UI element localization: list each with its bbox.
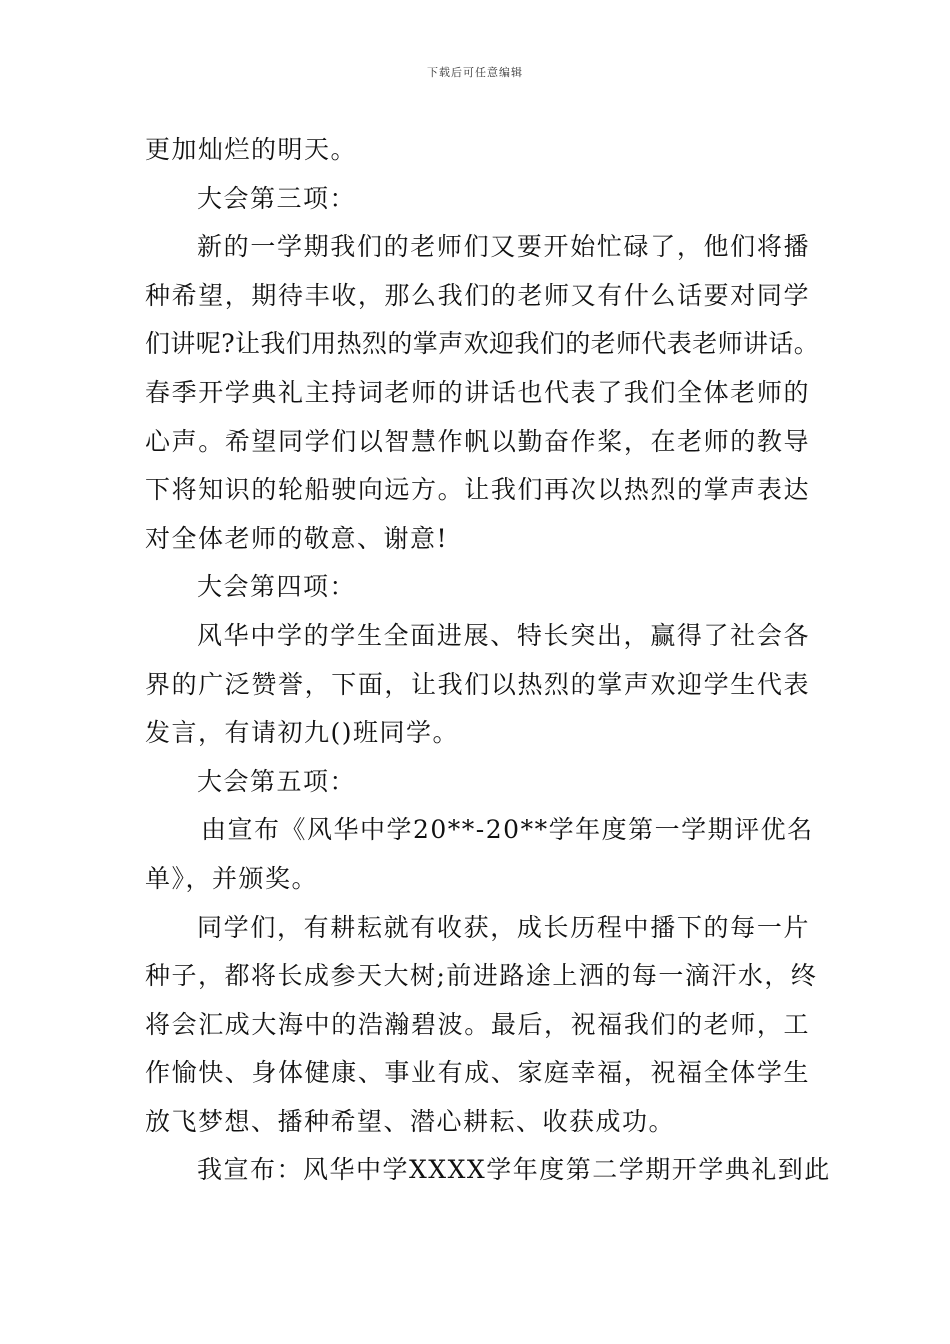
section-heading-4: 大会第四项： — [197, 572, 357, 602]
page-header-note: 下载后可任意编辑 — [427, 66, 523, 79]
document-body — [145, 126, 831, 1195]
body-line: 们讲呢?让我们用热烈的掌声欢迎我们的老师代表老师讲话。 — [145, 329, 820, 359]
body-line: 风华中学的学生全面进展、特长突出，赢得了社会各 — [197, 620, 810, 650]
body-line: 将会汇成大海中的浩瀚碧波。最后，祝福我们的老师，工 — [145, 1009, 810, 1039]
body-line: 对全体老师的敬意、谢意! — [145, 523, 449, 553]
body-line: 我宣布：风华中学XXXX学年度第二学期开学典礼到此 — [197, 1155, 831, 1185]
body-line: 同学们，有耕耘就有收获，成长历程中播下的每一片 — [197, 912, 810, 942]
section-heading-5: 大会第五项： — [197, 766, 357, 796]
body-line: 下将知识的轮船驶向远方。让我们再次以热烈的掌声表达 — [145, 475, 810, 505]
body-line: 放飞梦想、播种希望、潜心耕耘、收获成功。 — [145, 1106, 676, 1136]
body-line: 由宣布《风华中学20**-20**学年度第一学期评优名 — [201, 815, 814, 845]
body-line: 新的一学期我们的老师们又要开始忙碌了，他们将播 — [197, 232, 810, 262]
body-line: 单》，并颁奖。 — [145, 863, 319, 893]
section-heading-3: 大会第三项： — [197, 183, 357, 213]
body-line: 种希望，期待丰收，那么我们的老师又有什么话要对同学 — [145, 280, 810, 310]
body-line: 种子，都将长成参天大树;前进路途上洒的每一滴汗水，终 — [145, 961, 818, 991]
body-line: 发言，有请初九()班同学。 — [145, 718, 460, 748]
body-line: 作愉快、身体健康、事业有成、家庭幸福，祝福全体学生 — [145, 1058, 810, 1088]
body-line: 更加灿烂的明天。 — [145, 135, 358, 164]
body-line: 心声。希望同学们以智慧作帆以勤奋作桨，在老师的教导 — [145, 426, 810, 456]
body-line: 界的广泛赞誉，下面，让我们以热烈的掌声欢迎学生代表 — [145, 669, 810, 699]
body-line: 春季开学典礼主持词老师的讲话也代表了我们全体老师的 — [145, 377, 810, 407]
